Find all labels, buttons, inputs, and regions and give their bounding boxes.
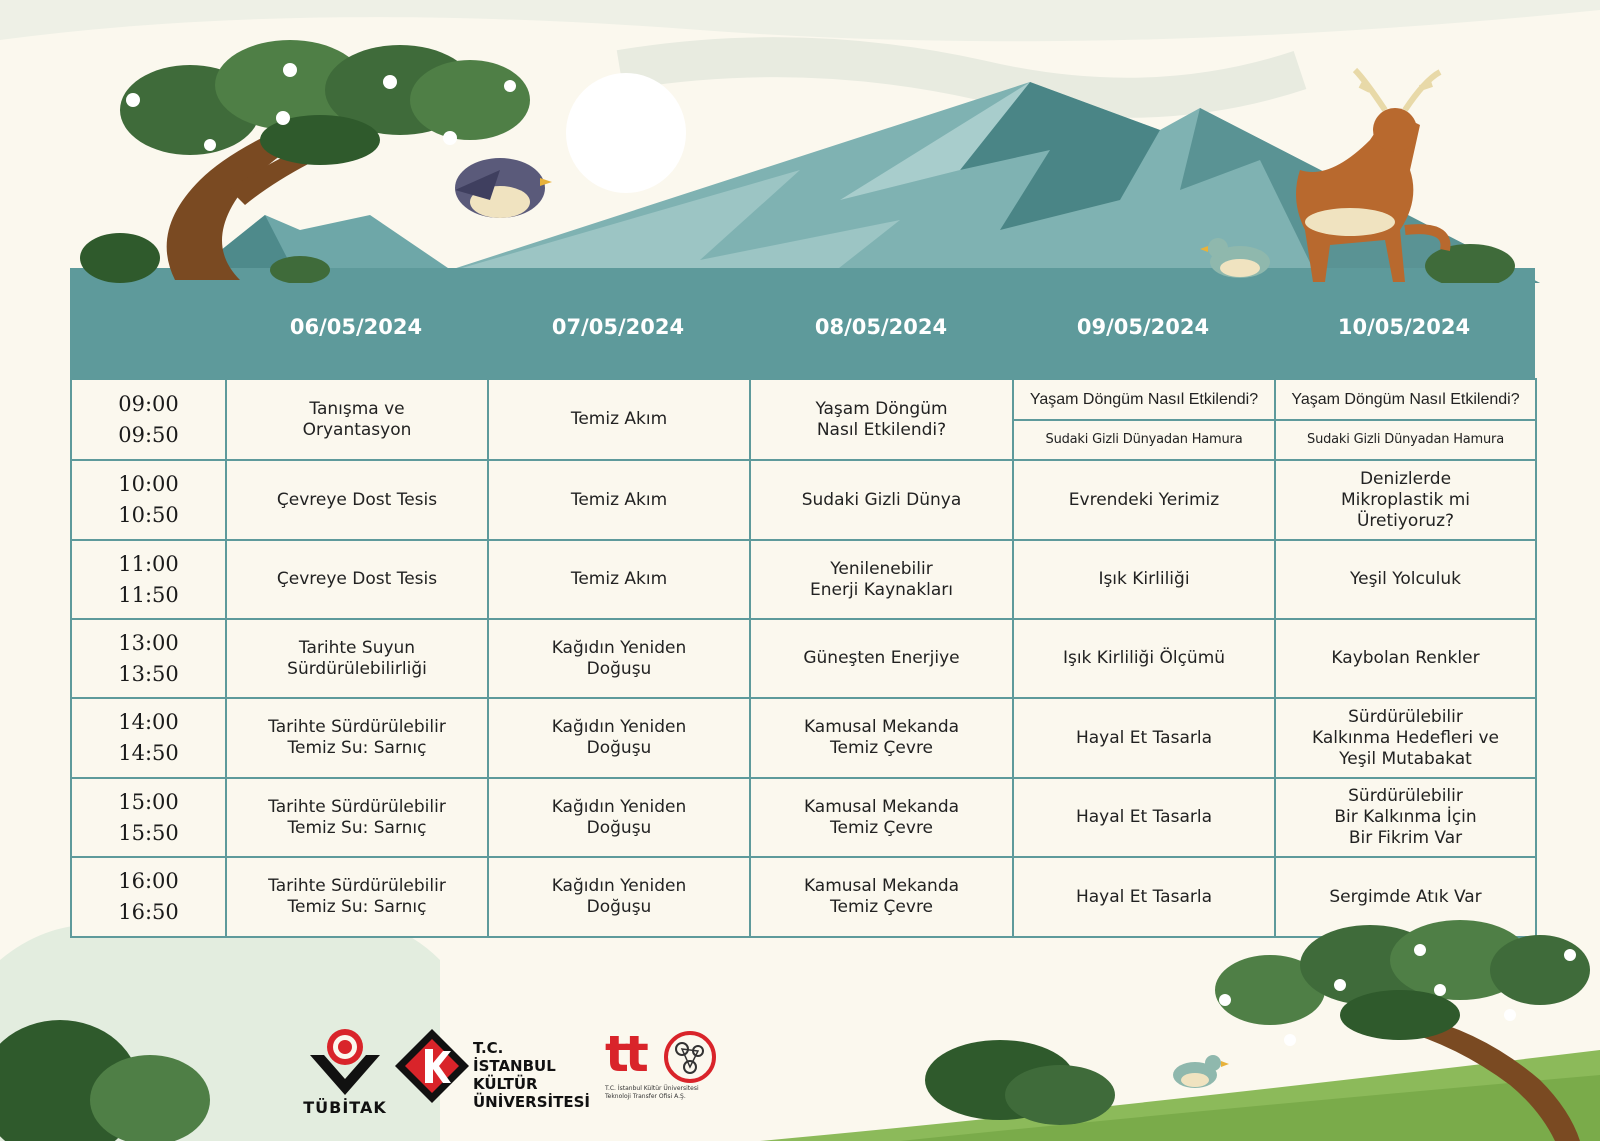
session-title-line: Kağıdın Yeniden [551, 637, 687, 658]
time-end: 11:50 [118, 582, 179, 607]
time-start: 10:00 [118, 472, 179, 496]
time-end: 10:50 [118, 503, 179, 527]
session-title-line: Çevreye Dost Tesis [276, 489, 438, 510]
table-row [71, 460, 1536, 540]
tubitak-logo [300, 1025, 390, 1120]
session-title-line: Doğuşu [586, 738, 652, 758]
time-start: 11:00 [118, 551, 179, 576]
session-cell [226, 778, 488, 857]
session-title-line: Sürdürülebilir [1348, 786, 1463, 806]
session-cell [226, 698, 488, 778]
session-title-line: Temiz Çevre [829, 817, 934, 838]
tubitak-label: TÜBİTAK [303, 1098, 387, 1117]
session-title-line: Doğuşu [586, 658, 652, 679]
table-row [71, 379, 1536, 460]
session-cell [1013, 460, 1275, 540]
session-cell [750, 460, 1013, 540]
session-title-line: Bir Fikrim Var [1348, 828, 1463, 848]
session-title-line: Sürdürülebilir [1348, 706, 1463, 727]
session-cell [488, 460, 750, 540]
split-session-cell [1014, 380, 1274, 459]
time-slot [71, 778, 226, 857]
session-cell [226, 379, 488, 460]
session-title-line: Üretiyoruz? [1356, 510, 1455, 531]
session-title-line: Işık Kirliliği Ölçümü [1062, 648, 1226, 668]
session-cell [1275, 460, 1536, 540]
session-cell [226, 460, 488, 540]
session-title-line: Tanışma ve [309, 398, 405, 419]
session-title-line: Bir Kalkınma İçin [1334, 807, 1477, 827]
session-title-line: Kağıdın Yeniden [551, 796, 687, 817]
time-end: 15:50 [118, 820, 179, 845]
iku-logo [393, 1027, 593, 1117]
time-start: 14:00 [118, 710, 179, 734]
session-cell [1013, 857, 1275, 937]
schedule-body [71, 379, 1536, 937]
tto-letters: tt [605, 1025, 645, 1083]
session-title-line: Kalkınma Hedefleri ve [1311, 727, 1499, 748]
session-cell [226, 619, 488, 698]
session-title-line: Yeşil Yolculuk [1349, 569, 1461, 589]
session-cell [488, 619, 750, 698]
session-title-line: Doğuşu [586, 817, 652, 838]
session-cell [750, 857, 1013, 937]
session-title-line: Yeşil Mutabakat [1339, 748, 1472, 769]
session-title-line: Oryantasyon [302, 419, 412, 440]
time-slot [71, 460, 226, 540]
session-title-line: Kağıdın Yeniden [551, 717, 687, 737]
time-slot [71, 540, 226, 619]
split-session-cell [1276, 380, 1535, 459]
session-title-line: Temiz Çevre [829, 897, 934, 917]
session-cell [488, 778, 750, 857]
session-cell [1013, 379, 1275, 460]
session-title-line: Hayal Et Tasarla [1075, 727, 1212, 748]
session-cell [750, 778, 1013, 857]
session-title-line: Temiz Akım [570, 409, 668, 429]
date-header-3: 08/05/2024 [814, 315, 948, 339]
time-end: 16:50 [118, 900, 179, 924]
session-title-line: Hayal Et Tasarla [1075, 886, 1212, 907]
session-title-line: Sudaki Gizli Dünya [801, 489, 962, 510]
session-cell [1275, 698, 1536, 778]
session-cell [750, 619, 1013, 698]
session-cell [1013, 778, 1275, 857]
session-title-line: Nasıl Etkilendi? [816, 419, 947, 440]
session-title-line: Tarihte Suyun [298, 637, 416, 658]
session-cell [750, 379, 1013, 460]
iku-label [473, 1039, 590, 1111]
session-title-line: Güneşten Enerjiye [803, 648, 960, 668]
split-session-bottom: Sudaki Gizli Dünyadan Hamura [1045, 432, 1243, 448]
date-header-5: 10/05/2024 [1337, 315, 1471, 339]
time-start: 13:00 [118, 630, 179, 655]
session-title-line: Tarihte Sürdürülebilir [268, 876, 446, 896]
session-cell [488, 540, 750, 619]
iku-emblem-icon [393, 1027, 471, 1105]
table-row [71, 698, 1536, 778]
session-title-line: Yaşam Döngüm [815, 398, 948, 419]
split-session-bottom: Sudaki Gizli Dünyadan Hamura [1307, 432, 1504, 448]
iku-line-3: KÜLTÜR [473, 1075, 538, 1093]
sponsor-logos [300, 1025, 730, 1125]
table-row [71, 857, 1536, 937]
session-title-line: Sergimde Atık Var [1329, 886, 1482, 907]
session-title-line: Mikroplastik mi [1341, 489, 1470, 510]
date-header-1: 06/05/2024 [289, 315, 423, 339]
date-header-band [70, 283, 1535, 378]
session-title-line: Enerji Kaynakları [809, 579, 954, 600]
time-end: 09:50 [118, 422, 179, 447]
session-cell [488, 379, 750, 460]
session-cell [1013, 698, 1275, 778]
session-cell [1275, 540, 1536, 619]
session-title-line: Temiz Çevre [829, 738, 934, 758]
session-title-line: Doğuşu [586, 897, 652, 917]
session-title-line: Temiz Akım [570, 489, 668, 510]
session-title-line: Temiz Su: Sarnıç [287, 897, 427, 917]
tto-network-icon [660, 1027, 720, 1087]
time-slot [71, 698, 226, 778]
date-header-2: 07/05/2024 [551, 315, 685, 339]
session-title-line: Tarihte Sürdürülebilir [268, 796, 446, 817]
tubitak-emblem-icon [300, 1025, 390, 1097]
tto-sub-label [605, 1085, 735, 1101]
tto-sub-line-2: Teknoloji Transfer Ofisi A.Ş. [605, 1093, 686, 1100]
session-cell [1275, 619, 1536, 698]
session-title-line: Yenilenebilir [830, 558, 933, 579]
session-title-line: Kaybolan Renkler [1331, 648, 1480, 668]
session-cell [1275, 379, 1536, 460]
session-title-line: Denizlerde [1359, 468, 1452, 489]
time-start: 16:00 [118, 869, 179, 893]
session-cell [226, 857, 488, 937]
session-cell [1013, 619, 1275, 698]
session-cell [488, 857, 750, 937]
schedule-table [70, 378, 1537, 938]
session-cell [488, 698, 750, 778]
session-title-line: Temiz Su: Sarnıç [287, 817, 427, 838]
time-start: 15:00 [118, 789, 179, 814]
iku-line-4: ÜNİVERSİTESİ [473, 1093, 590, 1111]
session-title-line: Sürdürülebilirliği [287, 658, 427, 679]
session-cell [1013, 540, 1275, 619]
iku-line-1: T.C. [473, 1039, 504, 1057]
session-title-line: Kağıdın Yeniden [551, 876, 687, 896]
session-title-line: Işık Kirliliği [1098, 569, 1190, 589]
split-session-top: Yaşam Döngüm Nasıl Etkilendi? [1276, 380, 1535, 421]
date-header-4: 09/05/2024 [1076, 315, 1210, 339]
session-title-line: Kamusal Mekanda [803, 717, 960, 737]
time-slot [71, 379, 226, 460]
time-start: 09:00 [118, 391, 179, 416]
table-row [71, 778, 1536, 857]
time-slot [71, 619, 226, 698]
tto-logo [605, 1025, 725, 1120]
table-row [71, 540, 1536, 619]
sun [566, 73, 686, 193]
iku-line-2: İSTANBUL [473, 1057, 556, 1075]
session-title-line: Temiz Su: Sarnıç [287, 738, 427, 758]
split-session-top: Yaşam Döngüm Nasıl Etkilendi? [1014, 380, 1274, 421]
table-row [71, 619, 1536, 698]
time-end: 14:50 [118, 741, 179, 765]
session-cell [226, 540, 488, 619]
session-title-line: Kamusal Mekanda [803, 796, 960, 817]
time-end: 13:50 [118, 661, 179, 686]
session-cell [750, 698, 1013, 778]
session-cell [750, 540, 1013, 619]
session-title-line: Temiz Akım [570, 569, 668, 589]
session-cell [1275, 857, 1536, 937]
session-title-line: Hayal Et Tasarla [1075, 807, 1212, 827]
session-title-line: Çevreye Dost Tesis [276, 569, 438, 589]
session-title-line: Tarihte Sürdürülebilir [268, 717, 446, 737]
tto-sub-line-1: T.C. İstanbul Kültür Üniversitesi [605, 1085, 699, 1092]
session-title-line: Evrendeki Yerimiz [1068, 489, 1220, 510]
session-title-line: Kamusal Mekanda [803, 876, 960, 896]
session-cell [1275, 778, 1536, 857]
time-slot [71, 857, 226, 937]
